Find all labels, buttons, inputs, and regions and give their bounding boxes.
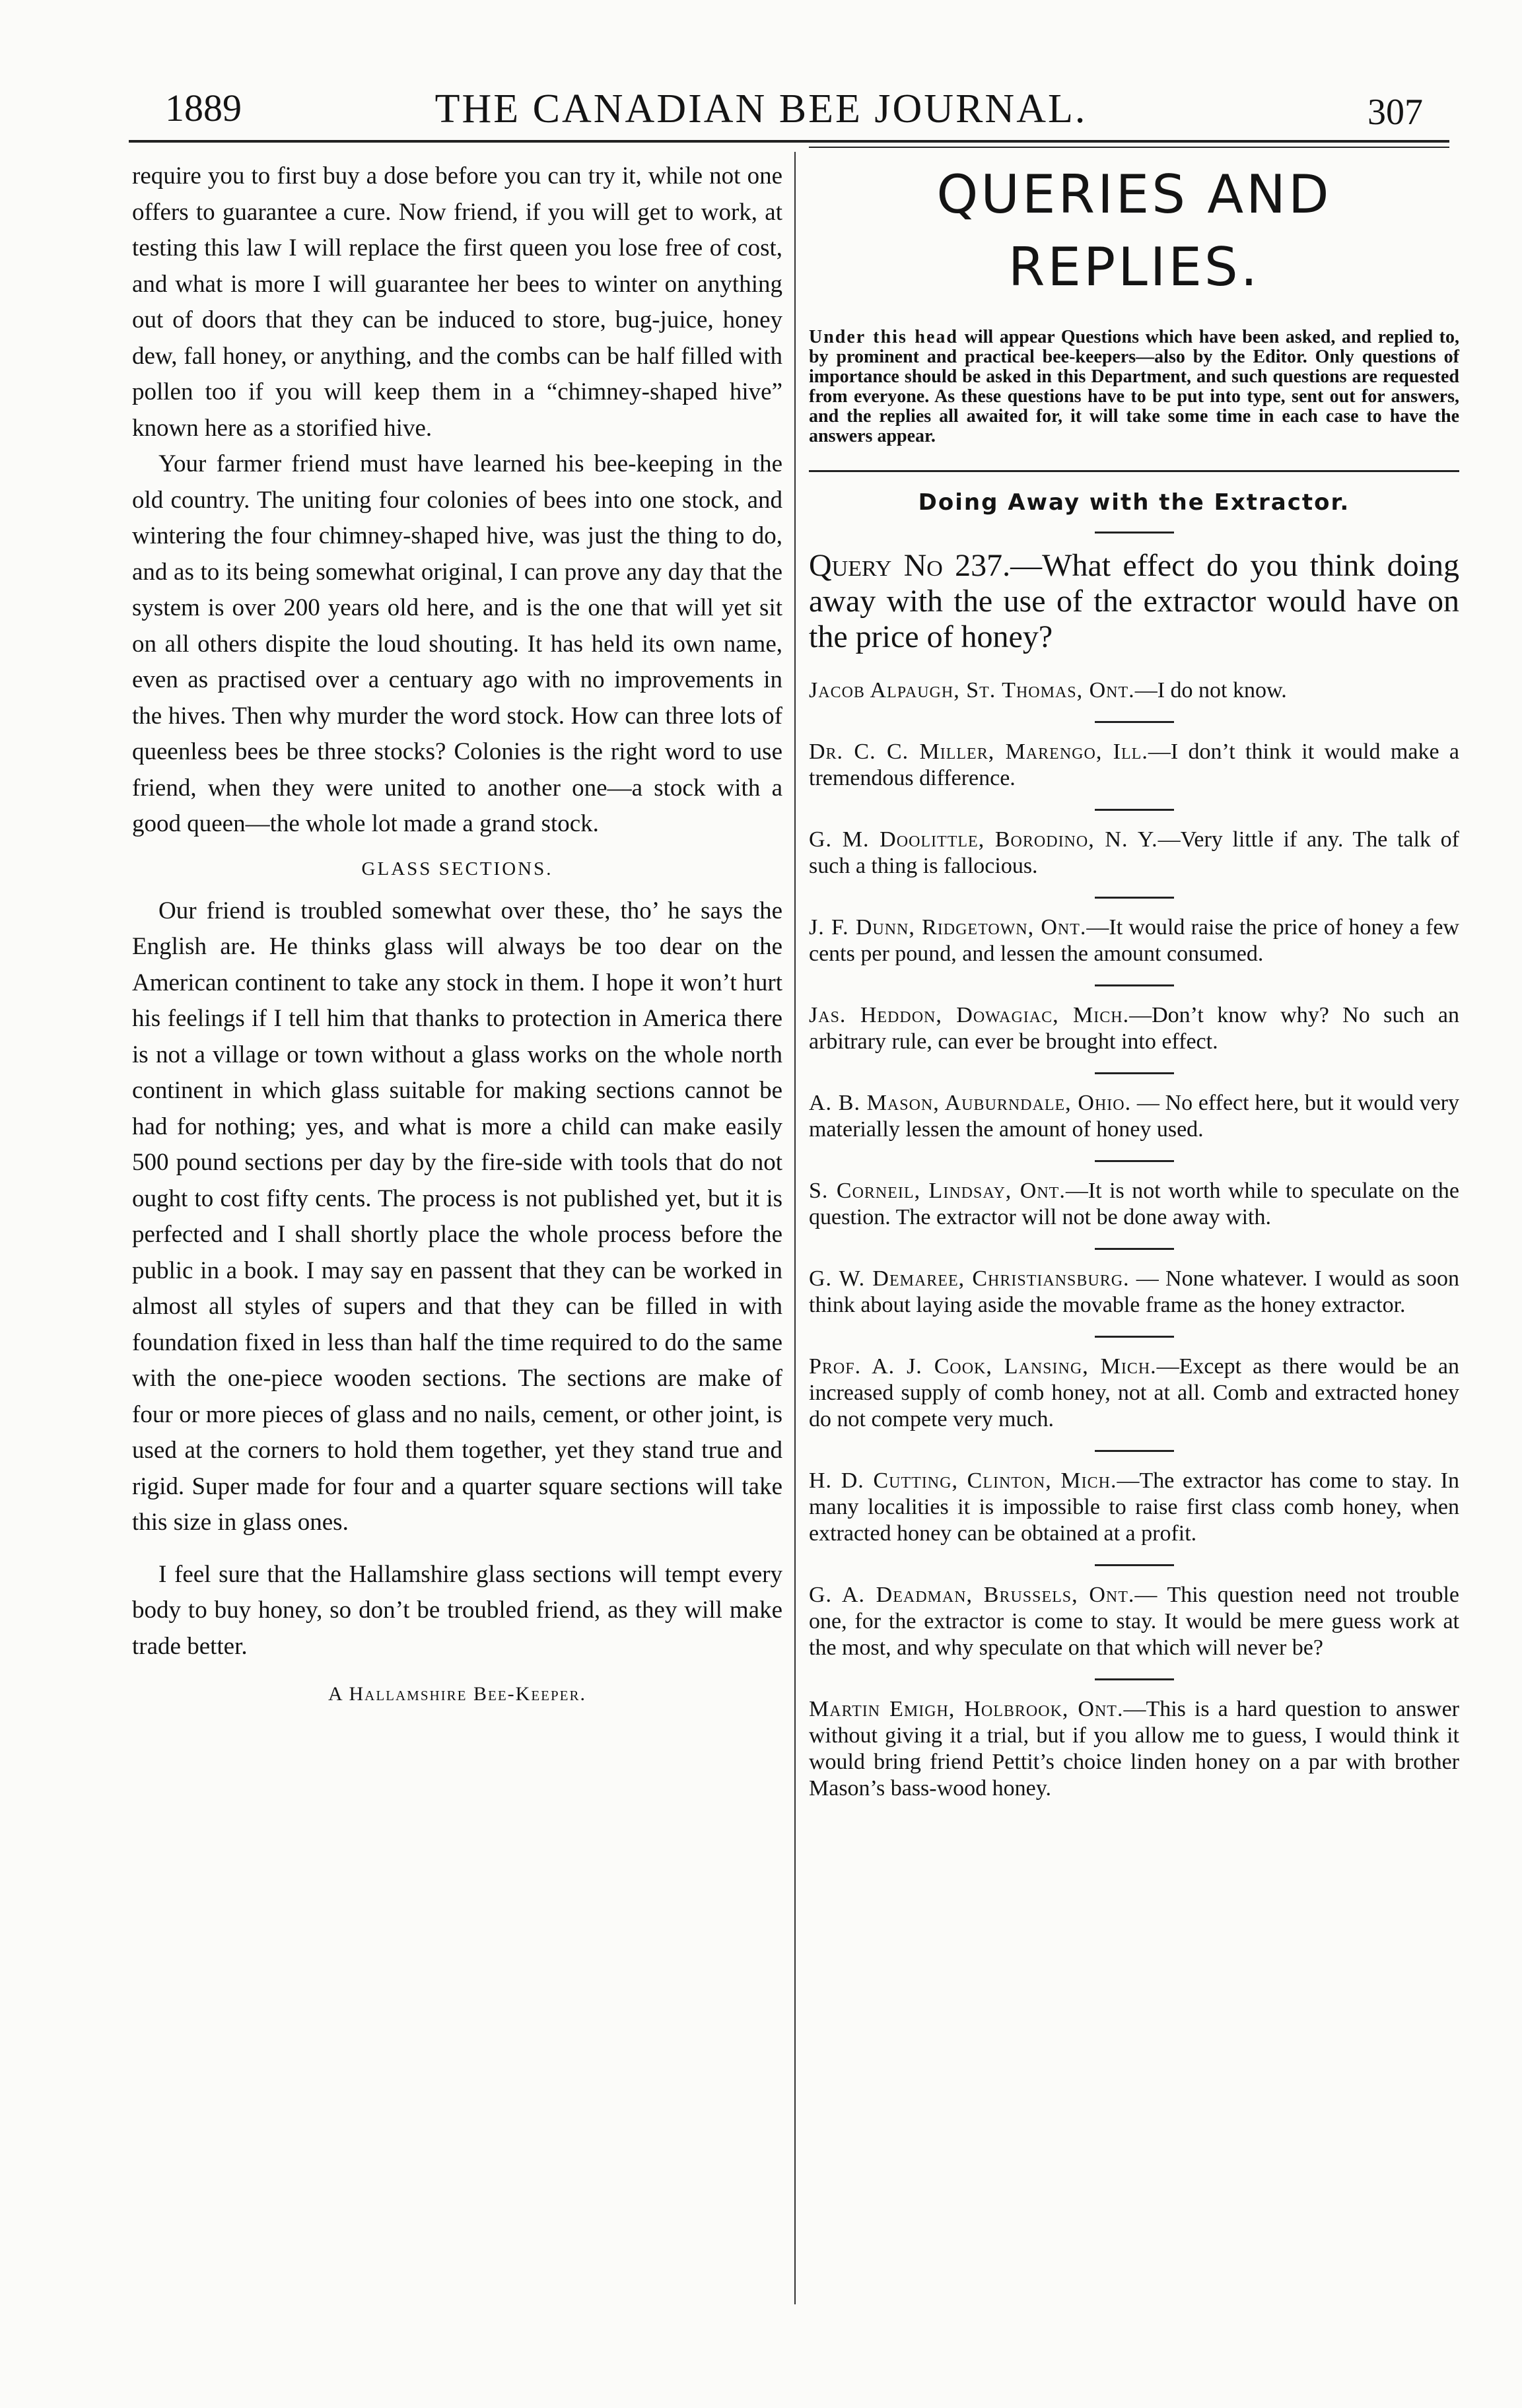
reply-author: G. W. Demaree, Christiansburg. (809, 1266, 1130, 1291)
section-intro (809, 327, 1459, 446)
section-title: QUERIES AND REPLIES. (936, 164, 1332, 298)
glass-sections-heading: GLASS SECTIONS. (361, 858, 553, 879)
reply-separator (1095, 1072, 1174, 1074)
reply-text: —It would raise the price of honey a few cents per pound, and lessen the amount consumed. (809, 915, 1459, 966)
reply-text: —Very little if any. The talk of such a thing is fallocious. (809, 827, 1459, 878)
reply-text: — This question need not trouble one, for the extractor is come to stay. It would be mere guess work at the most, and why speculate on that which will never be? (809, 1583, 1459, 1660)
subtitle-rule (1095, 532, 1174, 533)
reply-separator (1095, 897, 1174, 899)
reply-separator (1095, 1564, 1174, 1566)
reply-author: Martin Emigh, Holbrook, Ont. (809, 1697, 1124, 1721)
reply (809, 677, 1459, 704)
replies-list (809, 677, 1459, 1802)
reply-separator (1095, 1678, 1174, 1680)
intro-lead: Under this head (809, 327, 958, 347)
reply-separator (1095, 1336, 1174, 1338)
reply (809, 914, 1459, 967)
header-rule-thin (809, 147, 1449, 148)
reply-text: — None whatever. I would as soon think about laying aside the movable frame as the honey extractor. (809, 1266, 1459, 1317)
reply (809, 827, 1459, 879)
reply-text: —It is not worth while to speculate on the question. The extractor will not be done away with. (809, 1179, 1459, 1229)
reply (809, 1178, 1459, 1231)
reply-text: —I do not know. (1134, 678, 1287, 703)
reply-text: — No effect here, but it would very materially lessen the amount of honey used. (809, 1091, 1459, 1142)
reply-author: Jacob Alpaugh, St. Thomas, Ont. (809, 678, 1135, 703)
left-paragraph-1: require you to first buy a dose before you can try it, while not one offers to guarantee a cure. Now friend, if you will get to work, at testing this law I will replace the first queen you lose free of cost, and what is more I will guarantee her bees to winter on anything out of doors that they can be induced to store, bug-juice, honey dew, fall honey, or anything, and the combs can be half filled with pollen too if you will keep them in a “chimney-shaped hive” known here as a storified hive. (132, 162, 782, 442)
reply-author: A. B. Mason, Auburndale, Ohio. (809, 1091, 1132, 1115)
header-rule (129, 140, 1449, 143)
signature: A Hallamshire Bee-Keeper. (328, 1683, 586, 1705)
reply (809, 1354, 1459, 1433)
reply-text: —Don’t know why? No such an arbitrary rule, can ever be brought into effect. (809, 1003, 1460, 1054)
reply-text: —This is a hard question to answer without giving it a trial, but if you allow me to guess, I would think it would bring friend Pettit’s choice linden honey on a par with brother Mason’s bass-wood honey. (809, 1697, 1460, 1801)
left-paragraph-4: I feel sure that the Hallamshire glass sections will tempt every body to buy honey, so don’t be troubled friend, as they will make trade better. (132, 1560, 782, 1660)
reply-text: —I don’t think it would make a tremendous difference. (809, 740, 1459, 790)
reply (809, 1090, 1459, 1143)
reply (809, 739, 1459, 792)
reply-text: —Except as there would be an increased supply of comb honey, not at all. Comb and extracted honey do not compete very much. (809, 1354, 1459, 1431)
reply-author: G. M. Doolittle, Borodino, N. Y. (809, 827, 1158, 852)
reply-separator (1095, 1248, 1174, 1250)
header-title: THE CANADIAN BEE JOURNAL. (434, 86, 1088, 131)
reply-author: G. A. Deadman, Brussels, Ont. (809, 1583, 1135, 1607)
right-column (809, 158, 1459, 1802)
reply (809, 1582, 1459, 1661)
topic-subtitle: Doing Away with the Extractor. (918, 489, 1350, 516)
reply-separator (1095, 809, 1174, 811)
running-header (73, 86, 1449, 145)
reply-author: Dr. C. C. Miller, Marengo, Ill. (809, 740, 1148, 764)
left-column (132, 158, 782, 1705)
query-label: Query No 237. (809, 548, 1011, 583)
left-paragraph-3: Our friend is troubled somewhat over these, tho’ he says the English are. He thinks glass will always be too dear on the American continent to take any stock in them. I hope it won’t hurt his feelings if I tell him that thanks to protection in America there is not a village or town without a glass works on the whole north continent in which glass suitable for making sections cannot be had for nothing; yes, and what is more a child can make easily 500 pound sections per day by the fire-side with tools that do not ought to cost fifty cents. The process is not published yet, but it is perfected and I shall shortly place the whole process before the public in a book. I may say en passent that they can be worked in almost all styles of supers and that they can be filled in with foundation fixed in less than half the time required to do the same with the one-piece wooden sections. The sections are make of four or more pieces of glass and no nails, cement, or other joint, is used at the corners to hold them together, yet they stand true and rigid. Super made for four and a quarter square sections will take this size in glass ones. (132, 897, 782, 1536)
reply-separator (1095, 1160, 1174, 1162)
column-divider (794, 152, 796, 2304)
header-year: 1889 (165, 86, 242, 129)
left-paragraph-2: Your farmer friend must have learned his bee-keeping in the old country. The uniting four colonies of bees into one stock, and wintering the four chimney-shaped hive, was just the thing to do, and as to its being somewhat original, I can prove any day that the system is over 200 years old here, and is the one that will yet sit on all others dispite the loud shouting. It has held its own name, even as practised over a centuary ago with no improvements in the hives. Then why murder the word stock. How can three lots of queenless bees be three stocks? Colonies is the right word to use friend, when they were united to another one—a stock with a good queen—the whole lot made a grand stock. (132, 450, 782, 837)
reply (809, 1696, 1459, 1802)
reply-text: —The extractor has come to stay. In many localities it is impossible to raise first class comb honey, when extracted honey can be obtained at a profit. (809, 1468, 1459, 1546)
reply-separator (1095, 1450, 1174, 1452)
reply-author: Prof. A. J. Cook, Lansing, Mich. (809, 1354, 1157, 1379)
reply-author: S. Corneil, Lindsay, Ont. (809, 1179, 1066, 1203)
query (809, 548, 1459, 655)
reply-author: H. D. Cutting, Clinton, Mich. (809, 1468, 1117, 1493)
query-text: —What effect do you think doing away with the use of the extractor would have on the price of honey? (809, 548, 1459, 654)
header-page-number: 307 (1367, 92, 1423, 133)
reply-separator (1095, 721, 1174, 723)
reply-separator (1095, 984, 1174, 986)
reply-author: J. F. Dunn, Ridgetown, Ont. (809, 915, 1087, 940)
reply (809, 1266, 1459, 1319)
reply-author: Jas. Heddon, Dowagiac, Mich. (809, 1003, 1130, 1027)
intro-rule (809, 470, 1459, 472)
reply (809, 1468, 1459, 1547)
intro-text: will appear Questions which have been asked, and replied to, by prominent and practical bee-keepers—also by the Editor. Only questions of importance should be asked in this Department, and such questions are requested from everyone. As these questions have to be put into type, sent out for answers, and the replies all awaited for, it will take some time in each case to have the answers appear. (809, 327, 1459, 446)
reply (809, 1002, 1459, 1055)
